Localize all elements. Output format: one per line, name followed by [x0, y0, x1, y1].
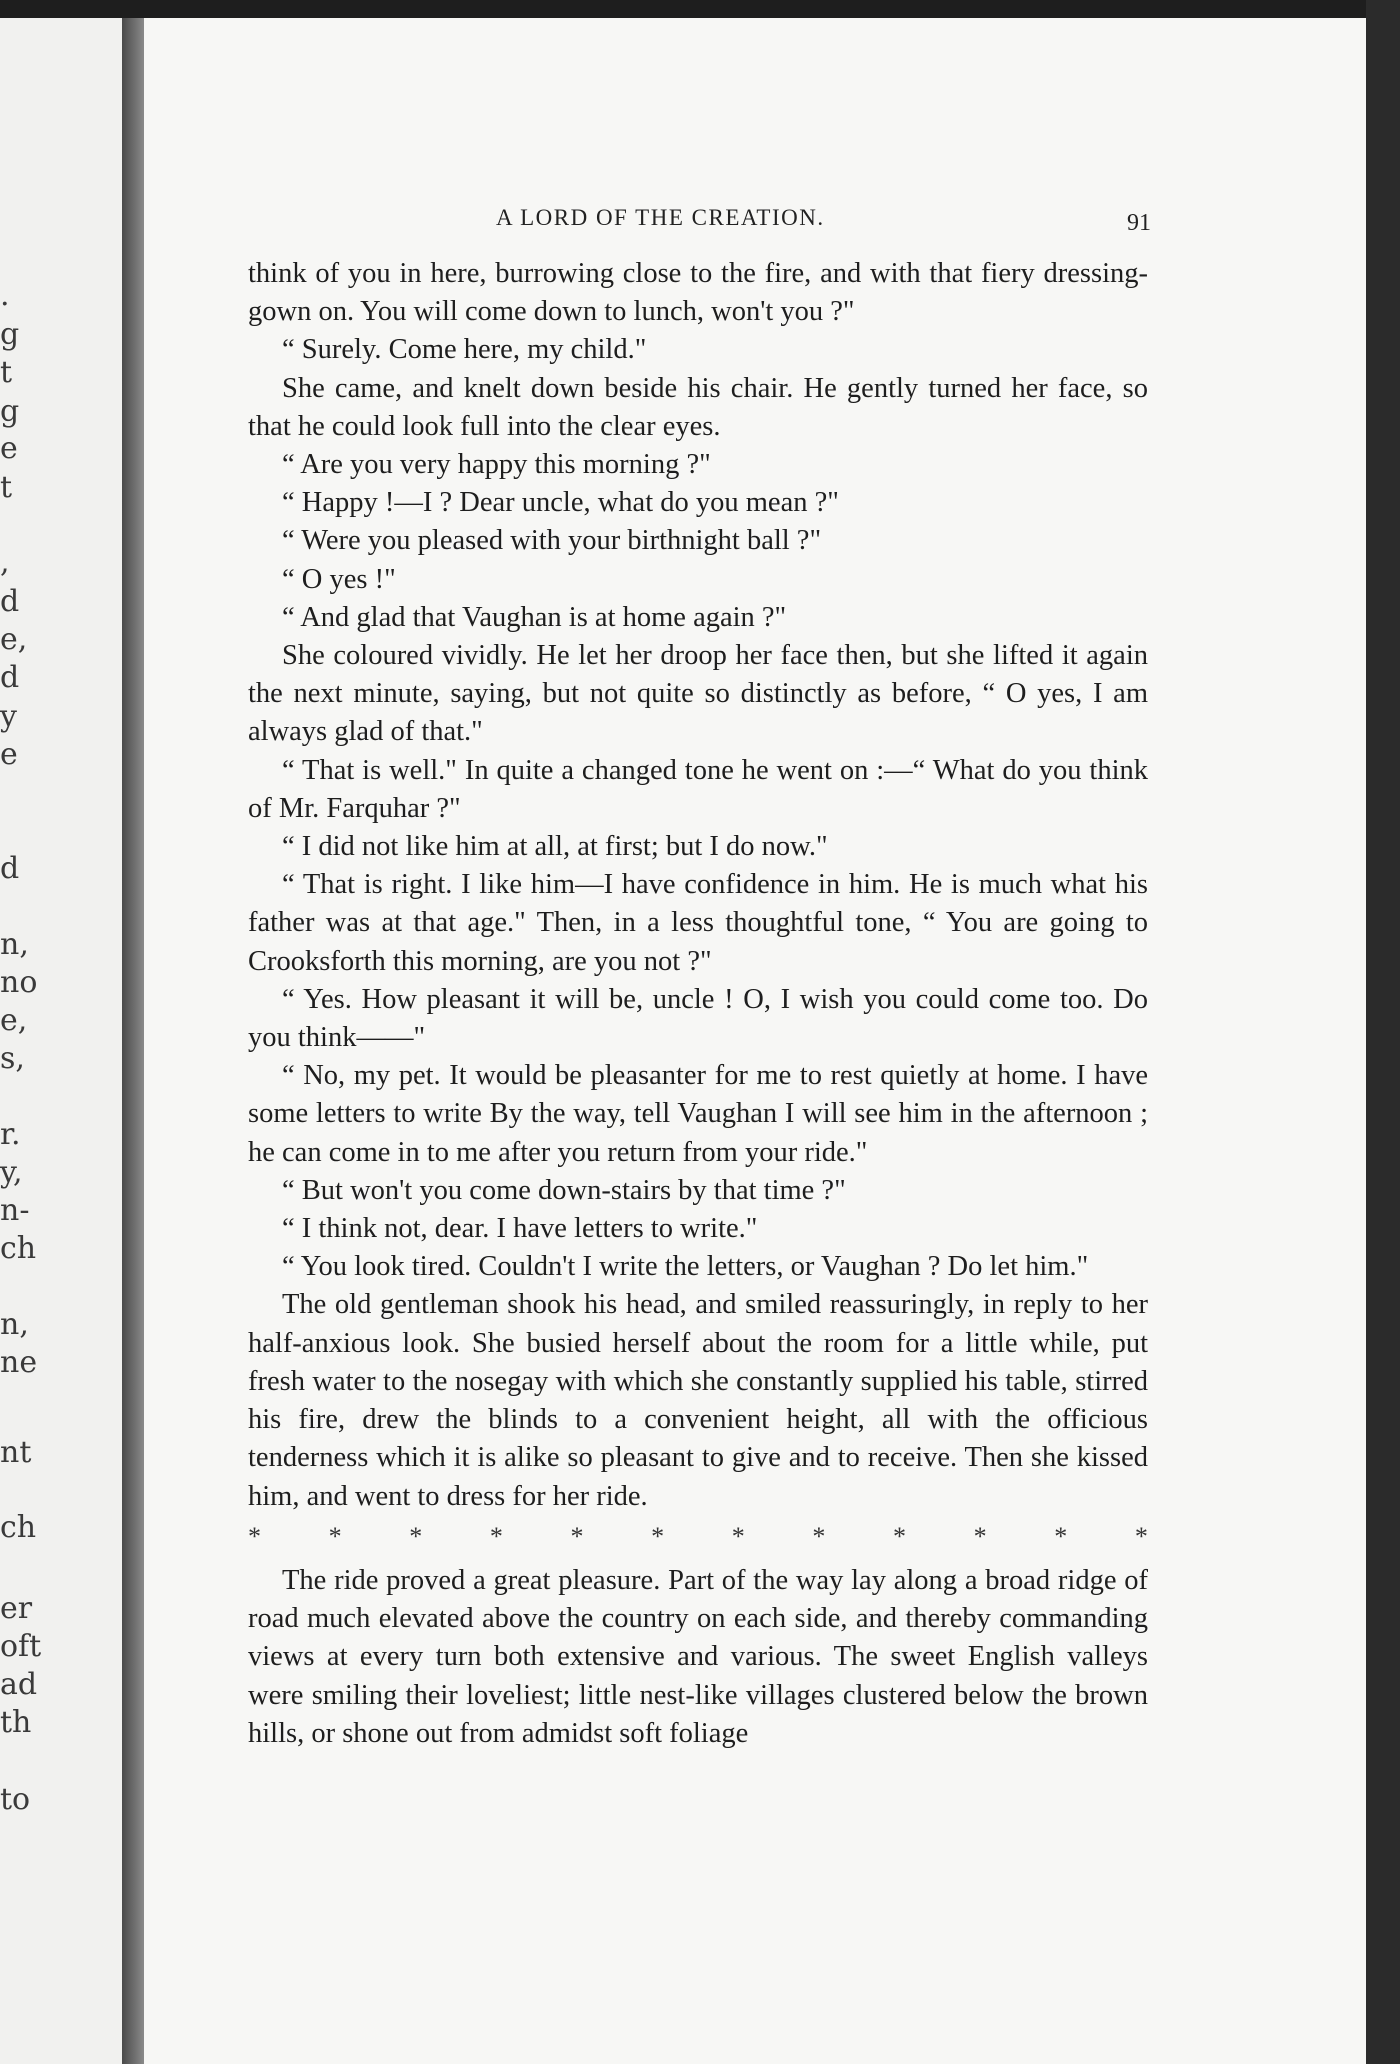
separator-star: *: [570, 1521, 584, 1551]
left-page-fragment: ch: [0, 1510, 37, 1545]
left-page-fragment: d: [0, 851, 20, 886]
paragraph: “ But won't you come down-stairs by that time ?": [282, 1174, 846, 1206]
paragraph: “ I did not like him at all, at first; but I do now.": [282, 831, 828, 863]
separator-star: *: [651, 1521, 665, 1551]
left-page-fragment: e: [0, 737, 18, 772]
left-page-fragment: e: [0, 431, 18, 466]
left-page-fragment: y,: [0, 1155, 23, 1190]
separator-star: *: [973, 1521, 987, 1551]
paragraph: She coloured vividly. He let her droop her face then, but she lifted it again the next minute, saying, but not quite so distinctly as before, “ O yes, I am always glad of that.": [248, 640, 1148, 748]
paragraph: “ Surely. Come here, my child.": [282, 334, 647, 366]
paragraph: “ I think not, dear. I have letters to write.": [282, 1213, 758, 1245]
left-page-fragment: e,: [0, 622, 28, 657]
left-page-fragment: n,: [0, 927, 29, 962]
left-page-fragment: s,: [0, 1041, 25, 1076]
scan-right-edge: [1366, 0, 1400, 2064]
left-page-fragment: g: [0, 394, 20, 429]
left-page-fragment: nt: [0, 1435, 32, 1470]
left-page-fragment: d: [0, 660, 20, 695]
left-page-fragment: er: [0, 1591, 33, 1626]
separator-star: *: [489, 1521, 503, 1551]
separator-star: *: [1134, 1521, 1148, 1551]
left-page-fragment: t: [0, 355, 13, 390]
paragraph: “ Yes. How pleasant it will be, uncle ! O, I wish you could come too. Do you think——": [248, 983, 1148, 1054]
left-page-fragment: to: [0, 1782, 31, 1817]
paragraph: The ride proved a great pleasure. Part of the way lay along a broad ridge of road much elevated above the country on each side, and thereby commanding views at every turn both extensive and various. The sweet English valleys were smiling their loveliest; little nest-like villages clustered below the brown hills, or shone out from admidst soft foliage: [248, 1564, 1148, 1749]
body-text: [248, 255, 1148, 1753]
paragraph: “ Are you very happy this morning ?": [282, 449, 711, 481]
page-number: 91: [1127, 210, 1151, 236]
paragraph: “ That is well." In quite a changed tone he went on :—“ What do you think of Mr. Farquhar ?": [248, 754, 1148, 824]
paragraph: The old gentleman shook his head, and smiled reassuringly, in reply to her half-anxious look. She busied herself about the room for a little while, put fresh water to the nosegay with which she constantly supplied his table, stirred his fire, drew the blinds to a convenient height, all with the officious tenderness which it is alike so pleasant to give and to receive. Then she kissed him, and went to dress for her ride.: [248, 1289, 1148, 1512]
left-page-fragment: oft: [0, 1629, 42, 1664]
left-page-fragment: ch: [0, 1231, 37, 1266]
paragraph: “ Were you pleased with your birthnight ball ?": [282, 525, 822, 557]
left-page-fragment: ne: [0, 1345, 38, 1380]
paragraph: think of you in here, burrowing close to the fire, and with that fiery dressing-gown on. You will come down to lunch, won't you ?": [248, 258, 1148, 328]
left-page-fragment: y: [0, 699, 17, 734]
paragraph: “ No, my pet. It would be pleasanter for me to rest quietly at home. I have some letters to write By the way, tell Vaughan I will see him in the afternoon ; he can come in to me after you return from your ride.": [248, 1060, 1148, 1168]
left-page: [0, 18, 122, 2064]
separator-star: *: [1054, 1521, 1068, 1551]
paragraph: “ Happy !—I ? Dear uncle, what do you mean ?": [282, 487, 839, 519]
separator-star: *: [328, 1521, 342, 1551]
left-page-fragment: r.: [0, 1117, 21, 1152]
paragraph: “ O yes !": [282, 563, 396, 595]
left-page-fragment: d: [0, 584, 20, 619]
left-page-fragment: n,: [0, 1307, 29, 1342]
running-head: A LORD OF THE CREATION.: [496, 205, 825, 230]
paragraph: “ That is right. I like him—I have confidence in him. He is much what his father was at that age." Then, in a less thoughtful tone, “ You are going to Crooksforth this morning, are you not ?": [248, 869, 1148, 977]
paragraph: “ And glad that Vaughan is at home again ?": [282, 601, 787, 633]
left-page-fragment: th: [0, 1705, 32, 1740]
paragraph: “ You look tired. Couldn't I write the letters, or Vaughan ? Do let him.": [282, 1251, 1089, 1283]
left-page-fragment: .: [0, 278, 10, 313]
left-page-fragment: ad: [0, 1667, 38, 1702]
separator-star: *: [248, 1521, 261, 1551]
book-gutter: [122, 18, 144, 2064]
left-page-fragment: t: [0, 470, 13, 505]
separator-star: *: [812, 1521, 826, 1551]
left-page-fragment: g: [0, 317, 20, 352]
left-page-fragment: e,: [0, 1003, 28, 1038]
separator-star: *: [893, 1521, 906, 1551]
separator-star: *: [731, 1521, 745, 1551]
left-page-fragment: no: [0, 965, 38, 1000]
left-page-fragment: ,: [0, 545, 10, 580]
section-separator: [248, 1518, 1148, 1556]
scan-top-edge: [0, 0, 1400, 18]
separator-star: *: [409, 1521, 423, 1551]
paragraph: She came, and knelt down beside his chair. He gently turned her face, so that he could look full into the clear eyes.: [248, 372, 1148, 442]
left-page-fragment: n-: [0, 1193, 30, 1228]
